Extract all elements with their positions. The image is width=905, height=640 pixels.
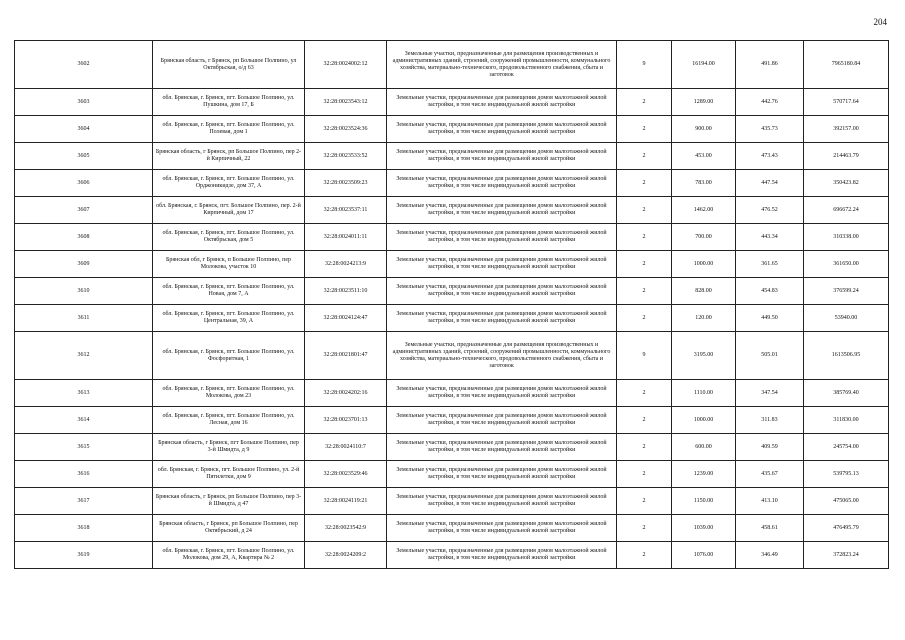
row-number: 3619 <box>15 542 153 569</box>
table-row <box>15 461 889 488</box>
row-cadastral-number: 32:28:0024002:12 <box>305 41 387 89</box>
row-cadastral-value: 376599.24 <box>804 278 889 305</box>
row-permitted-use: Земельные участки, предназначенные для размещения домов малоэтажной жилой застройки, в том числе индивидуальной жилой застройки <box>387 305 617 332</box>
row-area: 783.00 <box>672 170 736 197</box>
table-row <box>15 116 889 143</box>
row-area: 1150.00 <box>672 488 736 515</box>
row-specific-value: 476.52 <box>736 197 804 224</box>
row-address: обл. Брянская, г. Брянск, пгт. Большое Полпино, ул. Лесная, дом 16 <box>153 407 305 434</box>
row-area: 1000.00 <box>672 407 736 434</box>
row-cadastral-value: 385769.40 <box>804 380 889 407</box>
table-row <box>15 434 889 461</box>
row-use-group: 2 <box>617 143 672 170</box>
row-cadastral-number: 32:28:0023542:9 <box>305 515 387 542</box>
row-use-group: 2 <box>617 116 672 143</box>
row-cadastral-number: 32:28:0023524:36 <box>305 116 387 143</box>
row-specific-value: 311.83 <box>736 407 804 434</box>
row-number: 3614 <box>15 407 153 434</box>
row-area: 900.00 <box>672 116 736 143</box>
row-permitted-use: Земельные участки, предназначенные для размещения домов малоэтажной жилой застройки, в том числе индивидуальной жилой застройки <box>387 542 617 569</box>
row-specific-value: 473.43 <box>736 143 804 170</box>
row-cadastral-value: 696672.24 <box>804 197 889 224</box>
row-address: обл. Брянская, г. Брянск, пгт. Большое Полпино, ул. Фосфоритная, 1 <box>153 332 305 380</box>
row-specific-value: 454.83 <box>736 278 804 305</box>
row-number: 3609 <box>15 251 153 278</box>
row-cadastral-value: 539795.13 <box>804 461 889 488</box>
row-address: обл. Брянская, г. Брянск, пгт. Большое Полпино, ул. Центральная, 39, А <box>153 305 305 332</box>
row-use-group: 2 <box>617 461 672 488</box>
row-permitted-use: Земельные участки, предназначенные для размещения домов малоэтажной жилой застройки, в том числе индивидуальной жилой застройки <box>387 170 617 197</box>
row-area: 1110.00 <box>672 380 736 407</box>
row-use-group: 2 <box>617 380 672 407</box>
row-permitted-use: Земельные участки, предназначенные для размещения домов малоэтажной жилой застройки, в том числе индивидуальной жилой застройки <box>387 461 617 488</box>
row-permitted-use: Земельные участки, предназначенные для размещения домов малоэтажной жилой застройки, в том числе индивидуальной жилой застройки <box>387 488 617 515</box>
row-area: 700.00 <box>672 224 736 251</box>
row-address: Брянская область, г Брянск, пгт Большое Полпино, пер 3-й Шмидта, д 9 <box>153 434 305 461</box>
row-number: 3610 <box>15 278 153 305</box>
row-cadastral-value: 476495.79 <box>804 515 889 542</box>
row-area: 1289.00 <box>672 89 736 116</box>
table-row <box>15 407 889 434</box>
row-use-group: 2 <box>617 251 672 278</box>
row-permitted-use: Земельные участки, предназначенные для размещения домов малоэтажной жилой застройки, в том числе индивидуальной жилой застройки <box>387 143 617 170</box>
row-cadastral-number: 32:28:0024209:2 <box>305 542 387 569</box>
row-cadastral-value: 361650.00 <box>804 251 889 278</box>
row-cadastral-value: 214463.79 <box>804 143 889 170</box>
row-area: 453.00 <box>672 143 736 170</box>
table-row <box>15 170 889 197</box>
row-address: Брянская область, г Брянск, рп Большое Полпино, ул Октябрьская, о/д 63 <box>153 41 305 89</box>
row-specific-value: 409.59 <box>736 434 804 461</box>
row-cadastral-value: 310338.00 <box>804 224 889 251</box>
row-number: 3618 <box>15 515 153 542</box>
row-cadastral-number: 32:28:0023537:11 <box>305 197 387 224</box>
row-use-group: 2 <box>617 434 672 461</box>
row-permitted-use: Земельные участки, предназначенные для размещения домов малоэтажной жилой застройки, в том числе индивидуальной жилой застройки <box>387 197 617 224</box>
row-permitted-use: Земельные участки, предназначенные для размещения домов малоэтажной жилой застройки, в том числе индивидуальной жилой застройки <box>387 251 617 278</box>
row-cadastral-value: 245754.00 <box>804 434 889 461</box>
row-number: 3604 <box>15 116 153 143</box>
row-specific-value: 413.10 <box>736 488 804 515</box>
row-area: 600.00 <box>672 434 736 461</box>
row-number: 3606 <box>15 170 153 197</box>
row-use-group: 2 <box>617 197 672 224</box>
row-cadastral-number: 32:28:0021801:47 <box>305 332 387 380</box>
row-address: обл. Брянская, г. Брянск, пгт. Большое Полпино, пер. 2-й Кирпичный, дом 17 <box>153 197 305 224</box>
table-row <box>15 224 889 251</box>
row-cadastral-value: 475065.00 <box>804 488 889 515</box>
row-number: 3617 <box>15 488 153 515</box>
row-cadastral-number: 32:28:0024119:21 <box>305 488 387 515</box>
row-address: обл. Брянская, г. Брянск, пгт. Большое Полпино, ул. Новая, дом 7, А <box>153 278 305 305</box>
row-cadastral-number: 32:28:0024202:16 <box>305 380 387 407</box>
row-use-group: 2 <box>617 515 672 542</box>
row-address: обл. Брянская, г. Брянск, пгт. Большое Полпино, ул. Молокова, дом 23 <box>153 380 305 407</box>
row-number: 3613 <box>15 380 153 407</box>
row-cadastral-number: 32:28:0023701:13 <box>305 407 387 434</box>
row-address: Брянская область, г Брянск, рп Большое Полпино, пер Октябрьский, д 24 <box>153 515 305 542</box>
table-row <box>15 197 889 224</box>
row-address: обл. Брянская, г. Брянск, пгт. Большое Полпино, ул. Октябрьская, дом 5 <box>153 224 305 251</box>
row-specific-value: 505.01 <box>736 332 804 380</box>
row-permitted-use: Земельные участки, предназначенные для размещения домов малоэтажной жилой застройки, в том числе индивидуальной жилой застройки <box>387 434 617 461</box>
row-permitted-use: Земельные участки, предназначенные для размещения домов малоэтажной жилой застройки, в том числе индивидуальной жилой застройки <box>387 380 617 407</box>
row-use-group: 9 <box>617 41 672 89</box>
row-specific-value: 442.76 <box>736 89 804 116</box>
row-address: обл. Брянская, г. Брянск, пгт. Большое Полпино, ул. Полевая, дом 1 <box>153 116 305 143</box>
row-cadastral-number: 32:28:0023511:10 <box>305 278 387 305</box>
cadastral-value-table <box>14 40 889 569</box>
row-cadastral-value: 53940.00 <box>804 305 889 332</box>
row-number: 3612 <box>15 332 153 380</box>
table-row <box>15 542 889 569</box>
row-permitted-use: Земельные участки, предназначенные для размещения домов малоэтажной жилой застройки, в том числе индивидуальной жилой застройки <box>387 89 617 116</box>
row-area: 120.00 <box>672 305 736 332</box>
table-body <box>15 41 889 569</box>
row-cadastral-value: 1613506.95 <box>804 332 889 380</box>
row-cadastral-number: 32:28:0023533:52 <box>305 143 387 170</box>
row-cadastral-value: 7965180.84 <box>804 41 889 89</box>
row-specific-value: 435.73 <box>736 116 804 143</box>
row-use-group: 2 <box>617 224 672 251</box>
row-use-group: 2 <box>617 488 672 515</box>
row-specific-value: 491.86 <box>736 41 804 89</box>
row-permitted-use: Земельные участки, предназначенные для размещения домов малоэтажной жилой застройки, в том числе индивидуальной жилой застройки <box>387 224 617 251</box>
row-number: 3615 <box>15 434 153 461</box>
table-row <box>15 515 889 542</box>
row-use-group: 2 <box>617 407 672 434</box>
row-use-group: 2 <box>617 170 672 197</box>
row-cadastral-number: 32:28:0024124:47 <box>305 305 387 332</box>
row-number: 3605 <box>15 143 153 170</box>
table-row <box>15 380 889 407</box>
row-use-group: 2 <box>617 542 672 569</box>
row-area: 1039.00 <box>672 515 736 542</box>
row-use-group: 2 <box>617 278 672 305</box>
row-cadastral-value: 350423.82 <box>804 170 889 197</box>
row-area: 1000.00 <box>672 251 736 278</box>
row-specific-value: 449.50 <box>736 305 804 332</box>
row-number: 3616 <box>15 461 153 488</box>
row-cadastral-value: 311830.00 <box>804 407 889 434</box>
row-cadastral-number: 32:28:0023509:23 <box>305 170 387 197</box>
row-use-group: 2 <box>617 305 672 332</box>
row-specific-value: 361.65 <box>736 251 804 278</box>
row-area: 3195.00 <box>672 332 736 380</box>
table-row <box>15 89 889 116</box>
row-permitted-use: Земельные участки, предназначенные для размещения производственных и административных зданий, строений, сооружений промышленности, коммунального хозяйства, материально-технического, продовольственного снабжения, сбыта и заготовок <box>387 41 617 89</box>
row-cadastral-value: 570717.64 <box>804 89 889 116</box>
page-number: 204 <box>873 17 887 27</box>
row-cadastral-number: 32:28:0024213:9 <box>305 251 387 278</box>
row-cadastral-number: 32:28:0024011:11 <box>305 224 387 251</box>
row-use-group: 9 <box>617 332 672 380</box>
row-specific-value: 458.61 <box>736 515 804 542</box>
row-address: Брянская область, г Брянск, рп Большое Полпино, пер 2-й Кирпичный, 22 <box>153 143 305 170</box>
row-permitted-use: Земельные участки, предназначенные для размещения домов малоэтажной жилой застройки, в том числе индивидуальной жилой застройки <box>387 407 617 434</box>
table-row <box>15 488 889 515</box>
row-specific-value: 435.67 <box>736 461 804 488</box>
row-permitted-use: Земельные участки, предназначенные для размещения производственных и административных зданий, строений, сооружений промышленности, коммунального хозяйства, материально-технического, продовольственного снабжения, сбыта и заготовок <box>387 332 617 380</box>
row-number: 3611 <box>15 305 153 332</box>
row-area: 828.00 <box>672 278 736 305</box>
table-row <box>15 278 889 305</box>
table-row <box>15 41 889 89</box>
row-area: 16194.00 <box>672 41 736 89</box>
table-row <box>15 143 889 170</box>
row-use-group: 2 <box>617 89 672 116</box>
row-address: обл. Брянская, г. Брянск, пгт. Большое Полпино, ул. 2-й Пятилетки, дом 9 <box>153 461 305 488</box>
row-address: Брянская обл, г Брянск, п Большое Полпино, пер Молокова, участок 10 <box>153 251 305 278</box>
row-number: 3608 <box>15 224 153 251</box>
row-cadastral-number: 32:28:0023543:12 <box>305 89 387 116</box>
row-permitted-use: Земельные участки, предназначенные для размещения домов малоэтажной жилой застройки, в том числе индивидуальной жилой застройки <box>387 278 617 305</box>
row-permitted-use: Земельные участки, предназначенные для размещения домов малоэтажной жилой застройки, в том числе индивидуальной жилой застройки <box>387 116 617 143</box>
table-row <box>15 305 889 332</box>
row-number: 3603 <box>15 89 153 116</box>
row-number: 3607 <box>15 197 153 224</box>
row-cadastral-value: 372823.24 <box>804 542 889 569</box>
row-area: 1239.00 <box>672 461 736 488</box>
row-address: Брянская область, г Брянск, рп Большое Полпино, пер 3-й Шмидта, д 47 <box>153 488 305 515</box>
table-row <box>15 251 889 278</box>
row-address: обл. Брянская, г. Брянск, пгт. Большое Полпино, ул. Пушкина, дом 17, Б <box>153 89 305 116</box>
row-area: 1462.00 <box>672 197 736 224</box>
row-address: обл. Брянская, г. Брянск, пгт. Большое Полпино, ул. Молокова, дом 29, А, Квартира № 2 <box>153 542 305 569</box>
row-cadastral-number: 32:28:0024110:7 <box>305 434 387 461</box>
table-row <box>15 332 889 380</box>
row-area: 1076.00 <box>672 542 736 569</box>
row-address: обл. Брянская, г. Брянск, пгт. Большое Полпино, ул. Орджоникидзе, дом 37, А <box>153 170 305 197</box>
row-number: 3602 <box>15 41 153 89</box>
row-specific-value: 443.34 <box>736 224 804 251</box>
row-specific-value: 347.54 <box>736 380 804 407</box>
row-permitted-use: Земельные участки, предназначенные для размещения домов малоэтажной жилой застройки, в том числе индивидуальной жилой застройки <box>387 515 617 542</box>
row-cadastral-value: 392157.00 <box>804 116 889 143</box>
row-cadastral-number: 32:28:0023529:46 <box>305 461 387 488</box>
row-specific-value: 447.54 <box>736 170 804 197</box>
row-specific-value: 346.49 <box>736 542 804 569</box>
